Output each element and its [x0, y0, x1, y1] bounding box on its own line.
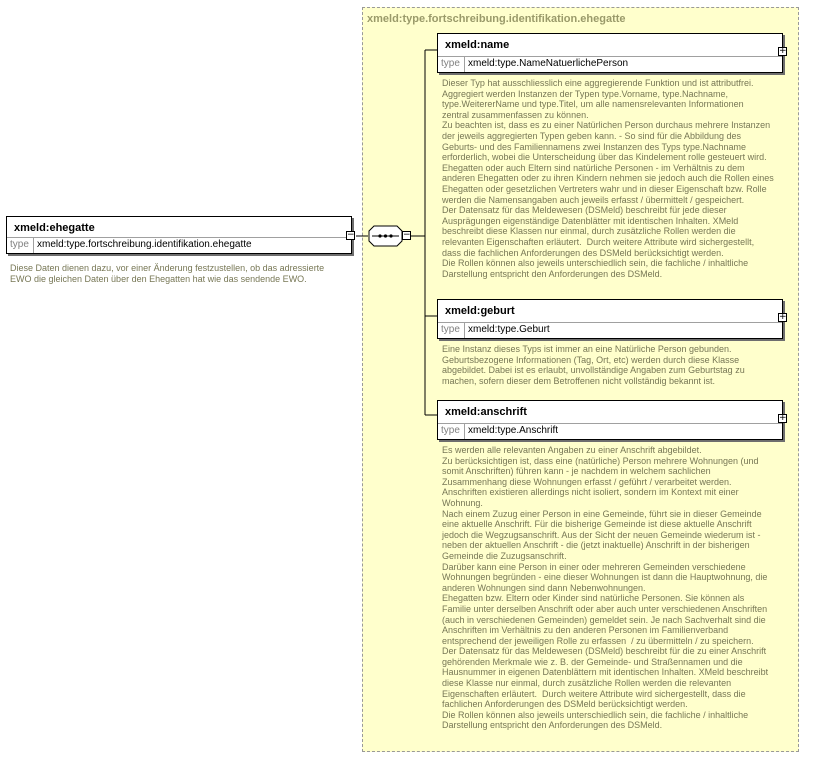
root-element-name: xmeld:ehegatte [14, 222, 95, 234]
expand-toggle-icon[interactable]: + [779, 312, 787, 322]
root-type-row [7, 237, 351, 253]
complex-type-title: xmeld:type.fortschreibung.identifikation.ehegatte [367, 13, 626, 25]
child-type-label: type [441, 324, 460, 335]
type-separator [464, 57, 465, 72]
root-type-label: type [10, 239, 29, 250]
child-documentation: Eine Instanz dieses Typs ist immer an eine Natürliche Person gebunden. Geburtsbezogene Informationen (Tag, Ort, etc) werden durch diese Klasse abgebildet. Dabei ist es erlaubt, unvollständige Angaben zum Geburtstag zu machen, sofern dieser dem Betroffenen nicht vollständig bekannt ist. [442, 344, 745, 386]
child-type-row [438, 322, 782, 338]
child-type-row [438, 423, 782, 439]
root-element-box[interactable] [6, 216, 352, 254]
child-documentation: Es werden alle relevanten Angaben zu einer Anschrift abgebildet. Zu berücksichtigen ist, dass eine (natürliche) Person mehrere Wohnungen (und somit Anschriften) führen kann - je nachdem in welchem sachlichen Zusammenhang diese Wohnungen erfasst / geführt / verarbeitet werden. Anschriften existieren allerdings nicht isoliert, sondern im Kontext mit einer Wohnung. Nach einem Zuzug einer Person in eine Gemeinde, führt sie in dieser Gemeinde eine aktuelle Anschrift. Für die bisherige Gemeinde ist diese aktuelle Anschrift jedoch die Wegzugsanschrift. Aus der Sicht der neuen Gemeinde wiederum ist - neben der aktuellen Anschrift - die (jetzt inaktuelle) Anschrift in der bisherigen Gemeinde die Zuzugsanschrift. Darüber kann eine Person in einer oder mehreren Gemeinden verschiedene Wohnungen begründen - eine dieser Wohnungen ist dann die Hauptwohnung, die anderen Wohnungen sind dann Nebenwohnungen. Ehegatten bzw. Eltern oder Kinder sind natürliche Personen. Sie können als Familie unter derselben Anschrift oder aber auch unter verschiedenen Anschriften (auch in verschiedenen Gemeinden) gemeldet sein. Je nach Sachverhalt sind die Anschriften im Verhältnis zu den anderen Personen im Familienverband entsprechend der jeweiligen Rolle zu erfassen / zu übermitteln / zu speichern. Der Datensatz für das Meldewesen (DSMeld) beschreibt für die zu einer Anschrift gehörenden Merkmale wie z. B. der Gemeinde- und Straßennamen und die Hausnummer in eigenen Datenblättern mit identischen Inhalten. XMeld beschreibt diese Klasse nur einmal, durch zusätzliche Rollen werden die relevanten Eigenschaften erläutert. Durch weitere Attribute wird sichergestellt, dass die fachlichen Anforderungen des DSMeld berücksichtigt werden. Die Rollen können also jeweils unterschiedlich sein, die fachliche / inhaltliche Darstellung entspricht den Anforderungen des DSMeld. [442, 445, 769, 731]
type-separator [464, 323, 465, 338]
collapse-toggle-icon[interactable]: − [347, 230, 355, 240]
root-documentation: Diese Daten dienen dazu, vor einer Änderung festzustellen, ob das adressierte EWO die gleichen Daten über den Ehegatten hat wie das sendende EWO. [10, 263, 325, 284]
expand-toggle-icon[interactable]: + [779, 413, 787, 423]
root-type-value: xmeld:type.fortschreibung.identifikation.ehegatte [37, 239, 252, 250]
child-element-geburt-box[interactable] [437, 299, 783, 339]
child-type-value: xmeld:type.Anschrift [468, 425, 559, 436]
child-element-name-box[interactable] [437, 33, 783, 73]
sequence-collapse-toggle-icon[interactable]: − [403, 230, 411, 240]
child-element-name: xmeld:geburt [445, 305, 515, 317]
child-documentation: Dieser Typ hat ausschliesslich eine aggregierende Funktion und ist attributfrei. Aggregiert werden Instanzen der Typen type.Vorname, type.Nachname, type.WeitererName und type.Titel, um alle namensrelevanten Informationen zentral zusammenfassen zu können. Zu beachten ist, dass es zu einer Natürlichen Person durchaus mehrere Instanzen der jeweils aggregierten Typen geben kann. - So sind für die Abbildung des Geburts- und des Familiennamens zwei Instanzen des Typs type.Nachname erforderlich, wobei die Unterscheidung über das Kindelement rolle gesteuert wird. Ehegatten oder auch Eltern sind natürliche Personen - im Verhältnis zu dem anderen Ehegatten oder zu ihren Kindern nehmen sie jedoch auch die Rollen eines Ehegatten oder gesetzlichen Vertreters wahr und in dieser Eigenschaft bzw. Rolle werden die Namensangaben auch jeweils erfasst / übermittelt / gespeichert. Der Datensatz für das Meldewesen (DSMeld) beschreibt für jede dieser Ausprägungen eigenständige Datenblätter mit identischen Inhalten. XMeld beschreibt diese Klassen nur einmal, durch zusätzliche Rollen werden die relevanten Eigenschaften erläutert. Durch weitere Attribute wird sichergestellt, dass die fachlichen Anforderungen des DSMeld berücksichtigt werden. Die Rollen können also jeweils unterschiedlich sein, die fachliche / inhaltliche Darstellung entspricht den Anforderungen des DSMeld. [442, 78, 774, 279]
child-type-label: type [441, 58, 460, 69]
sequence-compositor-icon [369, 226, 402, 246]
child-element-name: xmeld:anschrift [445, 406, 527, 418]
child-element-name: xmeld:name [445, 39, 510, 51]
type-separator [33, 238, 34, 253]
child-type-value: xmeld:type.NameNatuerlichePerson [468, 58, 629, 69]
child-element-anschrift-box[interactable] [437, 400, 783, 440]
expand-toggle-icon[interactable]: + [779, 46, 787, 56]
type-separator [464, 424, 465, 439]
child-type-value: xmeld:type.Geburt [468, 324, 550, 335]
child-type-row [438, 56, 782, 72]
child-type-label: type [441, 425, 460, 436]
